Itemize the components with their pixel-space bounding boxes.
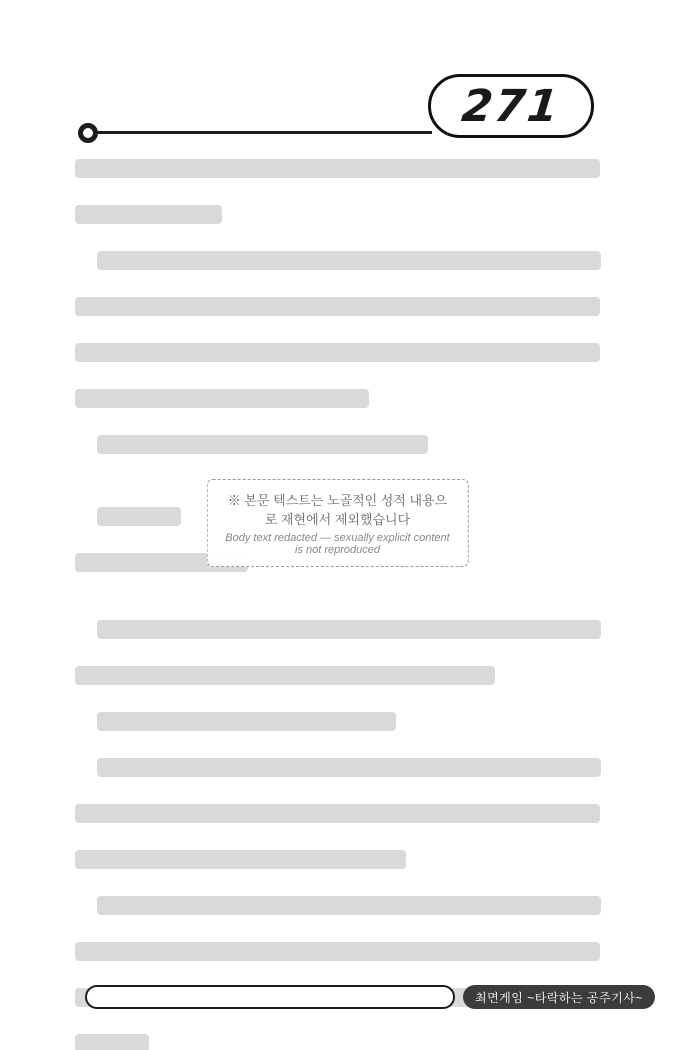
redaction-notice-ko: ※ 본문 텍스트는 노골적인 성적 내용으로 재현에서 제외했습니다	[227, 492, 448, 527]
text-line	[75, 389, 600, 426]
paragraph	[75, 758, 600, 887]
text-line	[75, 343, 600, 380]
header-ring-icon	[78, 123, 98, 143]
page-number: 271	[459, 80, 563, 132]
text-line	[75, 804, 600, 841]
redacted-text-line	[97, 758, 601, 777]
redaction-notice	[206, 479, 469, 567]
text-line	[75, 942, 600, 979]
redacted-text-line	[75, 389, 369, 408]
redacted-text-line	[75, 205, 222, 224]
text-line	[75, 297, 600, 334]
text-line	[75, 1034, 600, 1050]
paragraph	[75, 620, 600, 703]
redaction-notice-en: Body text redacted — sexually explicit content is not reproduced	[225, 531, 450, 556]
text-line	[75, 159, 600, 196]
redacted-text-line	[97, 896, 601, 915]
text-line	[75, 758, 600, 795]
redacted-text-line	[75, 850, 406, 869]
redacted-text-line	[75, 159, 600, 178]
text-line	[75, 850, 600, 887]
text-line	[75, 620, 600, 657]
paragraph	[75, 159, 600, 242]
paragraph	[75, 896, 600, 1050]
paragraph	[75, 251, 600, 426]
redacted-text-line	[97, 435, 428, 454]
page-number-pill	[428, 74, 594, 138]
footer-series-title: 최면게임 ~타락하는 공주기사~	[475, 990, 643, 1005]
body-paragraphs	[75, 159, 600, 1050]
redacted-text-line	[97, 620, 601, 639]
redacted-text-line	[75, 666, 495, 685]
text-line	[75, 896, 600, 933]
redacted-text-line	[75, 343, 600, 362]
redacted-text-line	[97, 251, 601, 270]
redacted-text-line	[75, 1034, 149, 1050]
redacted-text-line	[75, 804, 600, 823]
body-text-area	[75, 150, 600, 960]
footer-outline-box	[85, 985, 455, 1009]
paragraph	[75, 712, 600, 749]
redacted-text-line	[97, 507, 181, 526]
footer-series-badge	[463, 985, 655, 1009]
text-line	[75, 712, 600, 749]
text-line	[75, 435, 600, 472]
text-line	[75, 205, 600, 242]
header-rule-line	[96, 131, 432, 134]
redacted-text-line	[75, 942, 600, 961]
text-line	[75, 666, 600, 703]
paragraph	[75, 435, 600, 472]
redacted-text-line	[75, 297, 600, 316]
redacted-text-line	[97, 712, 396, 731]
text-line	[75, 251, 600, 288]
